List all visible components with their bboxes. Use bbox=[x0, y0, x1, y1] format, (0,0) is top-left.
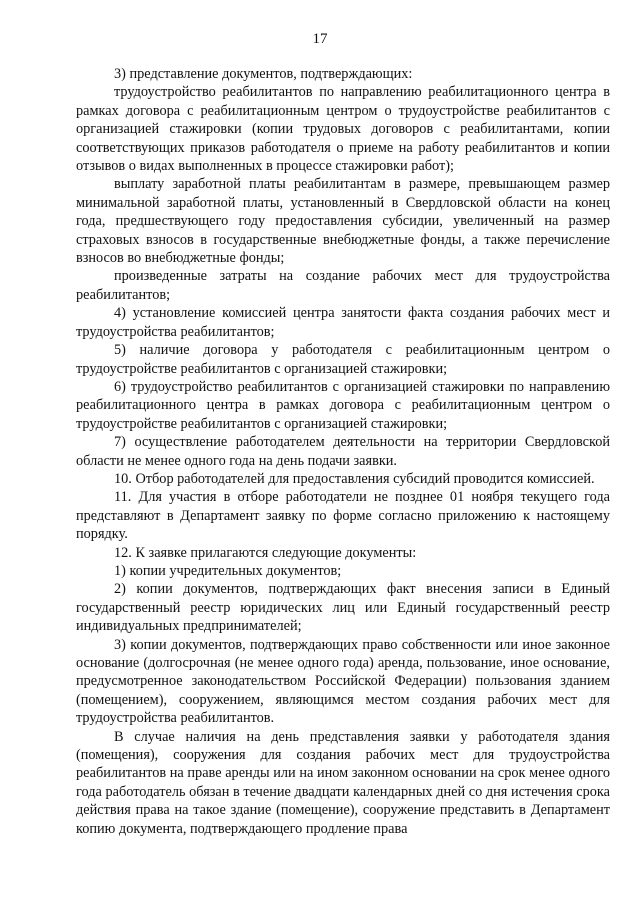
paragraph: 5) наличие договора у работодателя с реабилитационным центром о трудоустройстве реабилитантов с организацией стажировки; bbox=[76, 342, 610, 377]
document-body bbox=[76, 65, 610, 838]
paragraph: 3) представление документов, подтверждающих: bbox=[114, 66, 413, 82]
paragraph: 12. К заявке прилагаются следующие документы: bbox=[114, 544, 417, 561]
paragraph: 1) копии учредительных документов; bbox=[114, 562, 342, 579]
paragraph: 10. Отбор работодателей для предоставления субсидий проводится комиссией. bbox=[114, 470, 595, 487]
paragraph: произведенные затраты на создание рабочих мест для трудоустройства реабилитантов; bbox=[76, 268, 610, 303]
paragraph: 2) копии документов, подтверждающих факт внесения записи в Единый государственный реестр юридических лиц или Единый государственный реестр индивидуальных предпринимателей; bbox=[76, 581, 610, 635]
paragraph: 6) трудоустройство реабилитантов с организацией стажировки по направлению реабилитационного центра в рамках договора с реабилитационным центром о трудоустройстве реабилитантов с организацией стажировки; bbox=[76, 378, 610, 432]
paragraph: 11. Для участия в отборе работодатели не позднее 01 ноября текущего года представляют в Департамент заявку по форме согласно приложению к настоящему порядку. bbox=[76, 489, 610, 543]
paragraph: 3) копии документов, подтверждающих право собственности или иное законное основание (долгосрочная (не менее одного года) аренда, пользование, иное основание, предусмотренное законодательством Российской Федерации) пользования зданием (помещением), сооружением, являющимся местом создания рабочих мест для трудоустройства реабилитантов. bbox=[76, 636, 610, 727]
paragraph: 4) установление комиссией центра занятости факта создания рабочих мест и трудоустройства реабилитантов; bbox=[76, 305, 610, 340]
paragraph: трудоустройство реабилитантов по направлению реабилитационного центра в рамках договора с реабилитационным центром о трудоустройстве реабилитантов с организацией стажировки (копии трудовых договоров с реабилитантами, копии соответствующих приказов работодателя о приеме на работу реабилитантов и копии отзывов о видах выполненных в процессе стажировки работ); bbox=[76, 84, 610, 175]
page-number: 17 bbox=[312, 31, 328, 47]
paragraph: В случае наличия на день представления заявки у работодателя здания (помещения), сооружения для создания рабочих мест для трудоустройства реабилитантов на праве аренды или на ином законном основании на срок менее одного года работодатель обязан в течение двадцати календарных дней со дня истечения срока действия права на такое здание (помещение), сооружение представить в Департамент копию документа, подтверждающего продление права bbox=[76, 728, 610, 837]
paragraph: 7) осуществление работодателем деятельности на территории Свердловской области не менее одного года на день подачи заявки. bbox=[76, 434, 610, 469]
paragraph: выплату заработной платы реабилитантам в размере, превышающем размер минимальной заработной платы, установленный в Свердловской области на конец года, предшествующего году предоставления субсидии, увеличенный на размер страховых взносов в государственные внебюджетные фонды, а также перечисление взносов во внебюджетные фонды; bbox=[76, 176, 610, 267]
